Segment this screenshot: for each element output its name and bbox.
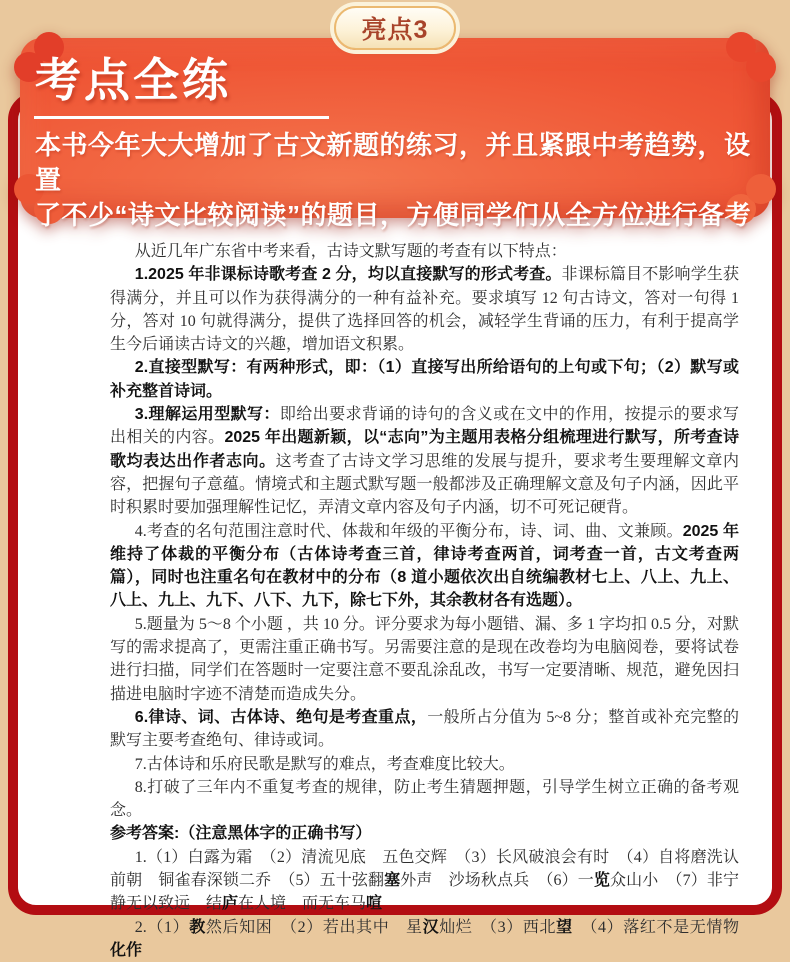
point-3: 3.理解运用型默写：即给出要求背诵的诗句的含义或在文中的作用，按提示的要求写出相关的内容。2025 年出题新颖，以“志向”为主题用表格分组梳理进行默写，所考查诗歌均表达出作者志向。这考查了古诗文学习思维的发展与提升，要求考生要理解文章内容，把握句子意蕴。情境式和主题式默写题一般都涉及正确理解文意及句子内涵，因此平时积累时要加强理解性记忆，弄清文章内容及句子内涵，切不可死记硬背。 [110,406,739,517]
point-5: 5.题量为 5～8 个小题 ，共 10 分。评分要求为每小题错、漏、多 1 字均扣 0.5 分，对默写的需求提高了，更需注重正确书写。另需要注意的是现在改卷均为电脑阅卷，要将试卷进行扫描，同学们在答题时一定要注意不要乱涂乱改，书写一定要清晰、规范，避免因扫描进电脑时字迹不清楚而造成失分。 [110,615,739,703]
highlight-badge [334,6,456,50]
page-title: 考点全练 [35,54,231,106]
banner-description [35,128,754,233]
point-6: 6.律诗、词、古体诗、绝句是考查重点，一般所占分值为 5~8 分；整首或补充完整的默写主要考查绝句、律诗或词。 [110,708,739,750]
point-1: 1.2025 年非课标诗歌考查 2 分，均以直接默写的形式考查。非课标篇目不影响学生获得满分，并且可以作为获得满分的一种有益补充。要求填写 12 句古诗文，答对一句得 1 分，答对 10 句就得满分，提供了选择回答的机会，减轻学生背诵的压力，有利于提高学生今后诵读古诗文的兴趣，增加语文积累。 [110,266,739,354]
analysis-section [18,228,772,959]
intro-paragraph: 从近几年广东省中考来看，古诗文默写题的考查有以下特点： [134,243,567,260]
point-2: 2.直接型默写：有两种形式，即：（1）直接写出所给语句的上句或下句；（2）默写或补充整首诗词。 [110,359,739,400]
header-banner [20,38,770,230]
point-4: 4.考查的名句范围注意时代、体裁和年级的平衡分布，诗、词、曲、文兼顾。2025 年维持了体裁的平衡分布（古体诗考查三首，律诗考查两首，词考查一首，古文考查两篇），同时也注重名句在教材中的分布（8 道小题依次出自统编教材七上、八上、九上、八上、九上、九下、八下、九下，除七下外，其余教材各有选题）。 [110,522,739,610]
answers-heading: 参考答案:（注意黑体字的正确书写） [110,825,372,843]
banner-description-line1: 本书今年大大增加了古文新题的练习，并且紧跟中考趋势，设置 [35,130,751,195]
point-7: 7.古体诗和乐府民歌是默写的难点，考查难度比较大。 [134,755,515,773]
banner-description-line2: 了不少“诗文比较阅读”的题目，方便同学们从全方位进行备考 [35,200,752,230]
answer-1: 1.（1）白露为霜 （2）清流见底 五色交辉 （3）长风破浪会有时 （4）自将磨洗认前朝 铜雀春深锁二乔 （5）五十弦翻塞外声 沙场秋点兵 （6）一览众山小 （7）非宁静无以致远 结庐在人境 而无车马喧 [110,848,739,913]
banner-content [20,38,770,230]
point-8: 8.打破了三年内不重复考查的规律，防止考生猜题押题，引导学生树立正确的备考观念。 [110,778,739,820]
title-underline [34,116,329,119]
answer-2: 2.（1）教然后知困 （2）若出其中 星汉灿烂 （3）西北望 （4）落红不是无情物 化作 [110,918,755,959]
highlight-badge-label: 亮点3 [361,16,429,44]
